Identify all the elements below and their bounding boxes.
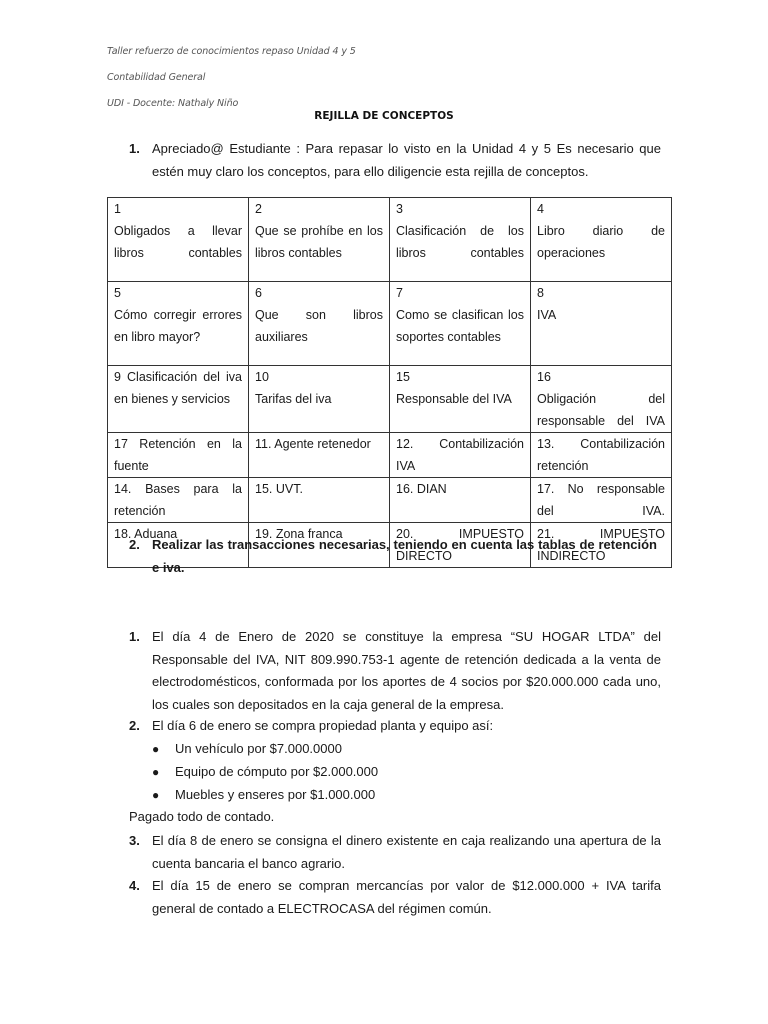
- grid-cell: [531, 198, 672, 282]
- grid-cell-text: Cómo corregir errores en libro mayor?: [114, 308, 242, 344]
- grid-cell-number: 8: [537, 286, 544, 300]
- section-1-number: 1.: [129, 141, 140, 156]
- grid-cell-number: 3: [396, 202, 403, 216]
- bullet-item-vehicle: Un vehículo por $7.000.0000: [175, 741, 342, 756]
- grid-cell: [390, 478, 531, 523]
- grid-row: [108, 366, 672, 433]
- grid-cell-text: Que se prohíbe en los libros contables: [255, 224, 383, 260]
- grid-cell: [108, 282, 249, 366]
- grid-cell-text: Tarifas del iva: [255, 392, 332, 406]
- grid-cell-text: 9 Clasificación del iva en bienes y servicios: [114, 370, 242, 406]
- grid-cell-number: 6: [255, 286, 262, 300]
- grid-cell-text: 15. UVT.: [255, 482, 303, 496]
- grid-cell-number: 10: [255, 370, 269, 384]
- grid-cell-text: Libro diario de operaciones: [537, 224, 665, 260]
- transaction-1-number: 1.: [129, 629, 140, 644]
- grid-cell: [108, 366, 249, 433]
- grid-cell: [108, 478, 249, 523]
- grid-cell: [249, 366, 390, 433]
- grid-cell-number: 5: [114, 286, 121, 300]
- grid-cell: [531, 433, 672, 478]
- grid-row: [108, 282, 672, 366]
- transaction-2-text: El día 6 de enero se compra propiedad planta y equipo así:: [152, 718, 494, 733]
- grid-cell: [249, 478, 390, 523]
- grid-cell-number: 1: [114, 202, 121, 216]
- grid-cell-text: 21. IMPUESTO INDIRECTO: [537, 527, 665, 563]
- grid-cell: [249, 198, 390, 282]
- grid-cell-number: 16: [537, 370, 551, 384]
- grid-cell-text: 11. Agente retenedor: [255, 437, 371, 451]
- bullet-item-computer: Equipo de cómputo por $2.000.000: [175, 764, 379, 779]
- bullet-item-furniture: Muebles y enseres por $1.000.000: [175, 787, 376, 802]
- paid-note: Pagado todo de contado.: [129, 809, 275, 824]
- grid-cell: [108, 433, 249, 478]
- transaction-3-text: El día 8 de enero se consigna el dinero existente en caja realizando una apertura de la cuenta bancaria el banco agrario.: [152, 833, 661, 871]
- grid-cell: [390, 282, 531, 366]
- grid-cell-text: Como se clasifican los soportes contables: [396, 308, 524, 344]
- grid-cell-text: IVA: [537, 308, 557, 322]
- grid-cell-text: 12. Contabilización IVA: [396, 437, 524, 473]
- section-2-number: 2.: [129, 537, 140, 552]
- grid-cell-number: 2: [255, 202, 262, 216]
- grid-cell: [390, 366, 531, 433]
- grid-cell-text: 13. Contabilización retención: [537, 437, 665, 473]
- grid-cell: [531, 366, 672, 433]
- course-title: Taller refuerzo de conocimientos repaso Unidad 4 y 5: [107, 46, 356, 57]
- grid-cell-text: Clasificación de los libros contables: [396, 224, 524, 260]
- transaction-4-number: 4.: [129, 878, 140, 893]
- grid-cell-text: 17 Retención en la fuente: [114, 437, 242, 473]
- grid-row: [108, 198, 672, 282]
- grid-row: [108, 433, 672, 478]
- grid-cell-text: 20. IMPUESTO DIRECTO: [396, 527, 524, 563]
- subject-name: Contabilidad General: [107, 72, 206, 83]
- grid-cell-number: 4: [537, 202, 544, 216]
- bullet-icon: ●: [152, 788, 160, 802]
- transaction-2-number: 2.: [129, 718, 140, 733]
- grid-cell-text: 14. Bases para la retención: [114, 482, 242, 518]
- grid-cell: [249, 282, 390, 366]
- grid-row: [108, 478, 672, 523]
- bullet-icon: ●: [152, 765, 160, 779]
- transaction-3-number: 3.: [129, 833, 140, 848]
- grid-cell: [531, 282, 672, 366]
- grid-cell-text: Obligación del responsable del IVA: [537, 392, 665, 428]
- section-1-instructions: Apreciado@ Estudiante : Para repasar lo visto en la Unidad 4 y 5 Es necesario que estén muy claro los conceptos, para ello diligencie esta rejilla de conceptos.: [152, 141, 661, 179]
- grid-cell-number: 7: [396, 286, 403, 300]
- concept-grid: [107, 197, 672, 568]
- grid-cell-text: 17. No responsable del IVA.: [537, 482, 665, 518]
- grid-cell: [249, 433, 390, 478]
- grid-cell-text: 19. Zona franca: [255, 527, 343, 541]
- grid-cell-text: Que son libros auxiliares: [255, 308, 383, 344]
- section-2-instructions: Realizar las transacciones necesarias, teniendo en cuenta las tablas de retención e iva.: [152, 537, 657, 575]
- grid-cell-text: 18. Aduana: [114, 527, 178, 541]
- grid-cell: [531, 478, 672, 523]
- page-title: REJILLA DE CONCEPTOS: [314, 110, 454, 122]
- grid-cell: [390, 198, 531, 282]
- grid-cell-text: Responsable del IVA: [396, 392, 512, 406]
- grid-cell: [390, 433, 531, 478]
- grid-cell: [108, 198, 249, 282]
- bullet-icon: ●: [152, 742, 160, 756]
- transaction-4-text: El día 15 de enero se compran mercancías por valor de $12.000.000 + IVA tarifa general de contado a ELECTROCASA del régimen común.: [152, 878, 661, 916]
- grid-cell-text: 16. DIAN: [396, 482, 447, 496]
- grid-cell-text: Obligados a llevar libros contables: [114, 224, 242, 260]
- grid-cell-number: 15: [396, 370, 410, 384]
- teacher-line: UDI - Docente: Nathaly Niño: [107, 98, 239, 109]
- transaction-1-text: El día 4 de Enero de 2020 se constituye la empresa “SU HOGAR LTDA” del Responsable del IVA, NIT 809.990.753-1 agente de retención dedicada a la venta de electrodomésticos, conformada por los aportes de 4 socios por $20.000.000 cada uno, los cuales son depositados en la caja general de la empresa.: [152, 629, 661, 712]
